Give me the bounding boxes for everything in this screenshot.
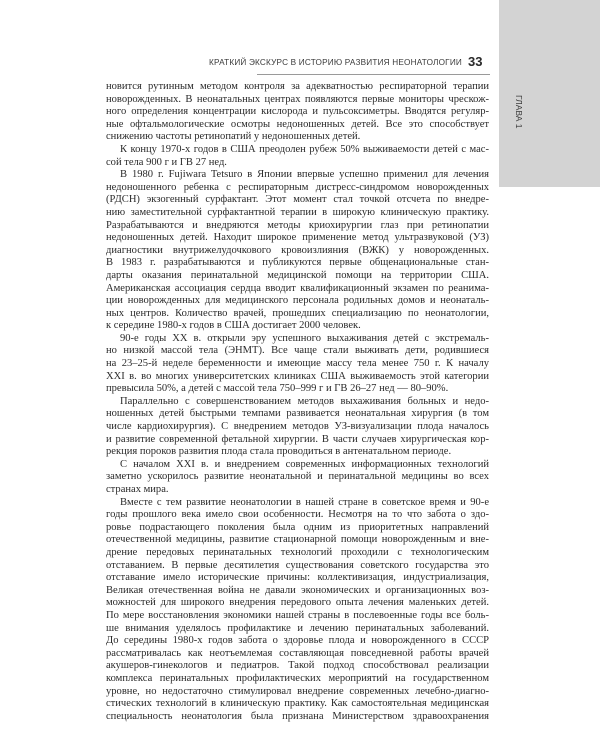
text-line: В 1980 г. Fujiwara Tetsuro в Японии впервые успешно применил для лечения — [120, 169, 489, 181]
text-line: комплекса перинатальных профилактических мероприятий на государственном — [106, 672, 489, 684]
text-line: превысила 50%, а детей с массой тела 750–999 г и ГВ 26–27 нед — 80–90%. — [106, 383, 449, 395]
text-line: недоношенного ребенка с респираторным дистресс-синдромом новорожденных — [106, 181, 489, 193]
text-line: ные офтальмологические осмотры недоношенных детей. Все это способствует — [106, 118, 489, 130]
header-rule — [257, 74, 490, 75]
running-head: КРАТКИЙ ЭКСКУРС В ИСТОРИЮ РАЗВИТИЯ НЕОНАТОЛОГИИ — [209, 58, 462, 67]
text-line: на 23–25-й неделе беременности и имеющие массу тела менее 750 г. К началу — [106, 358, 489, 370]
text-line: сой тела 900 г и ГВ 27 нед. — [106, 156, 227, 168]
text-line: дрение передовых перинатальных технологий проходили с технологическим — [106, 546, 489, 558]
text-line: акушеров-гинекологов и педиатров. Такой подход способствовал реализации — [106, 660, 489, 672]
text-line: Американская ассоциация сердца вводит квалификационный экзамен по реанима- — [106, 282, 489, 294]
page-number: 33 — [468, 54, 483, 69]
text-line: диагностики внутрижелудочкового кровоизлияния (ВЖК) у новорожденных. — [106, 244, 489, 256]
text-line: числе кардиохирургия). С внедрением методов УЗ-визуализации плода началось — [106, 421, 489, 433]
text-line: ношенных детей быстрыми темпами развивается неонатальная хирургия (в том — [106, 408, 489, 420]
text-line: странах мира. — [106, 484, 169, 495]
text-line: В 1983 г. разрабатываются и публикуются первые общенациональные стан- — [106, 257, 489, 269]
text-line: к середине 1980-х годов в США достигает 2000 человек. — [106, 320, 361, 332]
text-line: отставание имело исторические причины: коллективизация, индустриализация, — [106, 572, 489, 584]
text-line: снижению частоты ретинопатий у недоношенных детей. — [106, 131, 361, 143]
text-line: рекция пороков развития плода стала проводиться в антенатальном периоде. — [106, 446, 452, 458]
text-line: новится рутинным методом контроля за адекватностью респираторной терапии — [106, 81, 489, 92]
text-line: XXI в. во многих университетских клиниках США выживаемость этой категории — [106, 370, 489, 382]
text-line: нию заместительной сурфактантной терапии в широкую клиническую практику. — [106, 206, 489, 218]
text-line: Параллельно с совершенствованием методов выхаживания больных и недо- — [120, 395, 489, 407]
text-line: ных центров. Количество врачей, прошедших специализацию по неонатологии, — [106, 307, 489, 319]
chapter-label: ГЛАВА 1 — [514, 95, 524, 129]
text-line: Разрабатываются и внедряются методы криохирургии глаз при ретинопатии — [106, 219, 489, 231]
body-text — [106, 81, 489, 723]
text-line: заметно ускорилось развитие неонатальной и перинатальной медицины во всех — [106, 471, 489, 483]
text-line: ного определения концентрации кислорода и пульсоксиметры. Вводятся регуляр- — [106, 106, 489, 118]
text-line: (РДСН) экзогенный сурфактант. Этот момент стал точкой отсчета по внедре- — [106, 194, 489, 206]
text-line: ровье подрастающего поколения была одним из приоритетных направлений — [106, 521, 489, 533]
text-line: Вместе с тем развитие неонатологии в нашей стране в советское время и 90-е — [120, 496, 489, 508]
text-line: и развитие современной фетальной хирургии. В части случаев хирургическая кор- — [106, 433, 489, 445]
text-line: уровне, но недостаточно стимулировал внедрение современных лечебно-диагно- — [106, 685, 489, 697]
text-line: ции новорожденных для медицинского персонала родильных домов и неонаталь- — [106, 295, 489, 307]
text-line: ше внимания уделялось профилактике и лечению перинатальных заболеваний. — [106, 622, 489, 634]
text-line: можностей для широкого внедрения передового опыта лечения маленьких детей. — [106, 597, 489, 609]
text-line: отечественной медицины, развитие стационарной помощи новорожденным и вне- — [106, 534, 489, 546]
text-line: дарты оказания перинатальной медицинской помощи на территории США. — [106, 269, 489, 281]
text-line: недоношенных детей. Находит широкое применение метод ультразвуковой (УЗ) — [106, 232, 489, 244]
text-line: новорожденных. В неонатальных центрах появляются первые мониторы чрескож- — [106, 93, 489, 105]
text-line: По мере восстановления экономики нашей страны в послевоенные годы все боль- — [106, 609, 489, 621]
text-line: С началом XXI в. и внедрением современных информационных технологий — [120, 458, 489, 470]
text-line: но низкой массой тела (ЭНМТ). Все чаще стали выживать дети, родившиеся — [106, 345, 489, 357]
text-line: специальность неонатология была признана Министерством здравоохранения — [106, 710, 489, 722]
text-line: рассматривалась как неотъемлемая составляющая повседневной работы врачей — [106, 647, 489, 659]
chapter-tab — [499, 0, 600, 187]
text-line: годы прошлого века имело свои особенности. Несмотря на то что забота о здо- — [106, 509, 489, 521]
text-line: К концу 1970-х годов в США преодолен рубеж 50% выживаемости детей с мас- — [120, 143, 489, 155]
text-line: стических технологий в клиническую практику. Как самостоятельная медицинская — [106, 698, 489, 710]
text-line: До середины 1980-х годов забота о здоровье плода и новорожденного в СССР — [106, 635, 489, 647]
text-line: отставанием. В первые десятилетия существования советского государства это — [106, 559, 489, 571]
text-line: 90-е годы XX в. открыли эру успешного выхаживания детей с экстремаль- — [120, 332, 489, 344]
text-line: Великая отечественная война не давали экономических и организационных воз- — [106, 584, 489, 596]
